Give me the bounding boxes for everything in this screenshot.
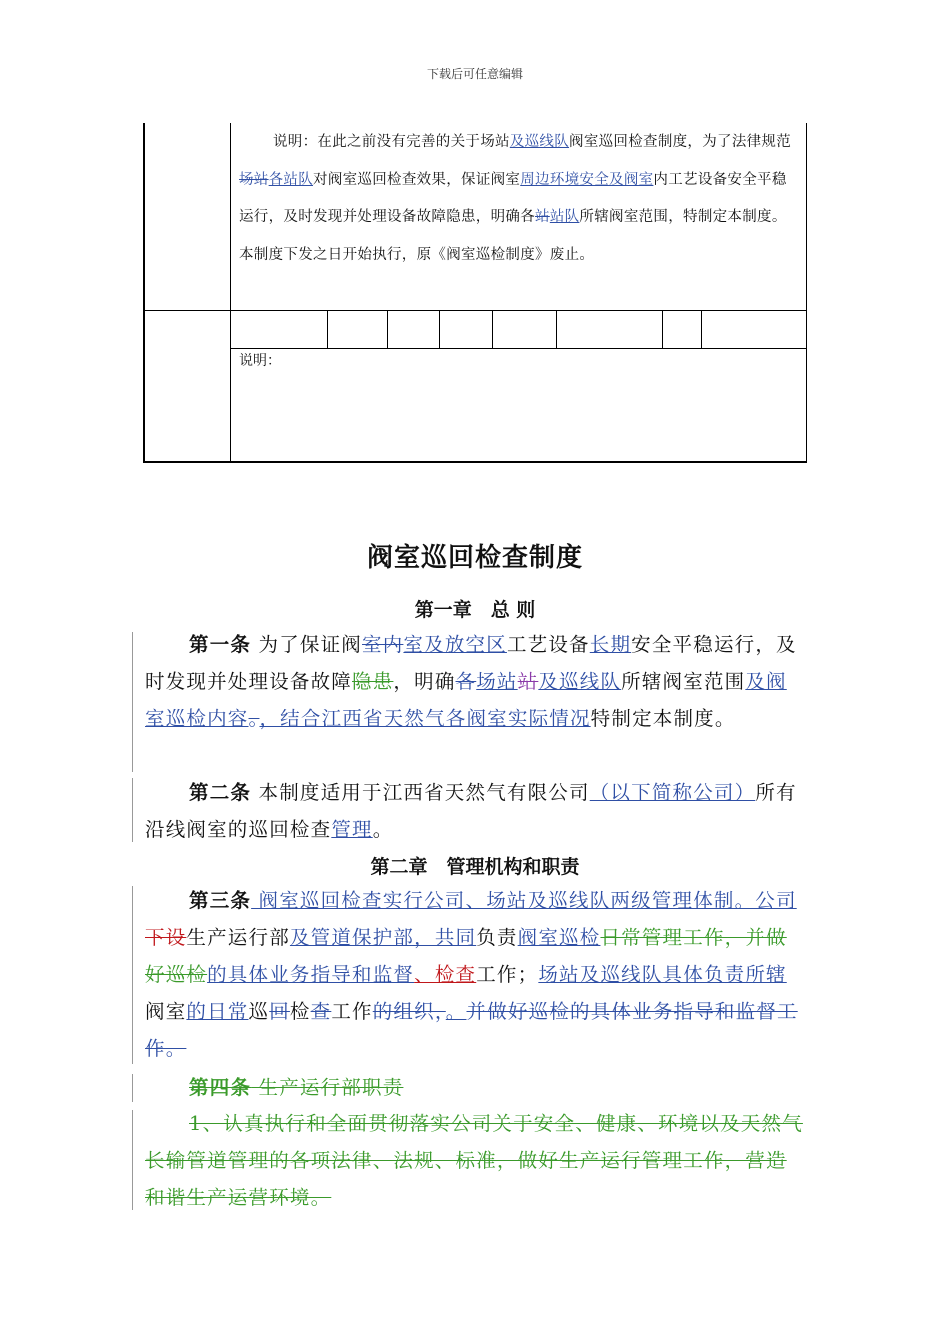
page-header: 下载后可任意编辑 <box>426 67 523 81</box>
revision-bar <box>132 778 133 842</box>
article-3: 第三条 阀室巡回检查实行公司、场站及巡线队两级管理体制。公司下设生产运行部及管道保护部，共同负责阀室巡检日常管理工作，并做好巡检的具体业务指导和监督、检查工作；场站及巡线队具体负责所辖阀室的日常巡回检查工作的组织，。并做好巡检的具体业务指导和监督工作。 <box>145 889 798 1060</box>
revision-bar <box>132 632 133 772</box>
revision-bar <box>132 1074 133 1102</box>
table-border-left <box>143 123 145 463</box>
article-2: 第二条 本制度适用于江西省天然气有限公司（以下简称公司）所有沿线阀室的巡回检查管理。 <box>145 781 797 841</box>
table-cell-line <box>387 310 388 348</box>
article-4: 第四条 生产运行部职责 <box>189 1076 404 1099</box>
table-cell-line <box>701 310 702 348</box>
table-row-divider <box>143 310 807 311</box>
table-note-2-label: 说明： <box>239 353 281 369</box>
revision-bar <box>132 886 133 1064</box>
revision-bar <box>132 1110 133 1210</box>
article-4-item-1: 1、认真执行和全面贯彻落实公司关于安全、健康、环境以及天然气长输管道管理的各项法律、法规、标准，做好生产运行管理工作，营造和谐生产运营环境。 <box>145 1112 803 1209</box>
table-cell-line <box>492 310 493 348</box>
table-divider-col1 <box>230 123 231 463</box>
table-cell-line <box>556 310 557 348</box>
chapter-2-heading: 第二章 管理机构和职责 <box>370 856 580 878</box>
table-note-1: 说明：在此之前没有完善的关于场站及巡线队阀室巡回检查制度，为了法律规范场站各站队对阀室巡回检查效果，保证阀室周边环境安全及阀室内工艺设备安全平稳运行，及时发现并处理设备故障隐患，明确各站站队所辖阀室范围，特制定本制度。本制度下发之日开始执行，原《阀室巡检制度》废止。 <box>239 134 792 263</box>
chapter-1-heading: 第一章 总 则 <box>414 599 536 621</box>
table-border-bottom <box>143 461 807 463</box>
table-cell-line <box>439 310 440 348</box>
table-cell-line <box>327 310 328 348</box>
document-title: 阀室巡回检查制度 <box>366 543 583 573</box>
table-subrow-divider <box>230 348 807 349</box>
article-1: 第一条 为了保证阀室内室及放空区工艺设备长期安全平稳运行，及时发现并处理设备故障隐患，明确各场站站及巡线队所辖阀室范围及阀室巡检内容。，结合江西省天然气各阀室实际情况特制定本制度。 <box>145 633 797 730</box>
table-border-right <box>806 123 807 463</box>
table-cell-line <box>662 310 663 348</box>
